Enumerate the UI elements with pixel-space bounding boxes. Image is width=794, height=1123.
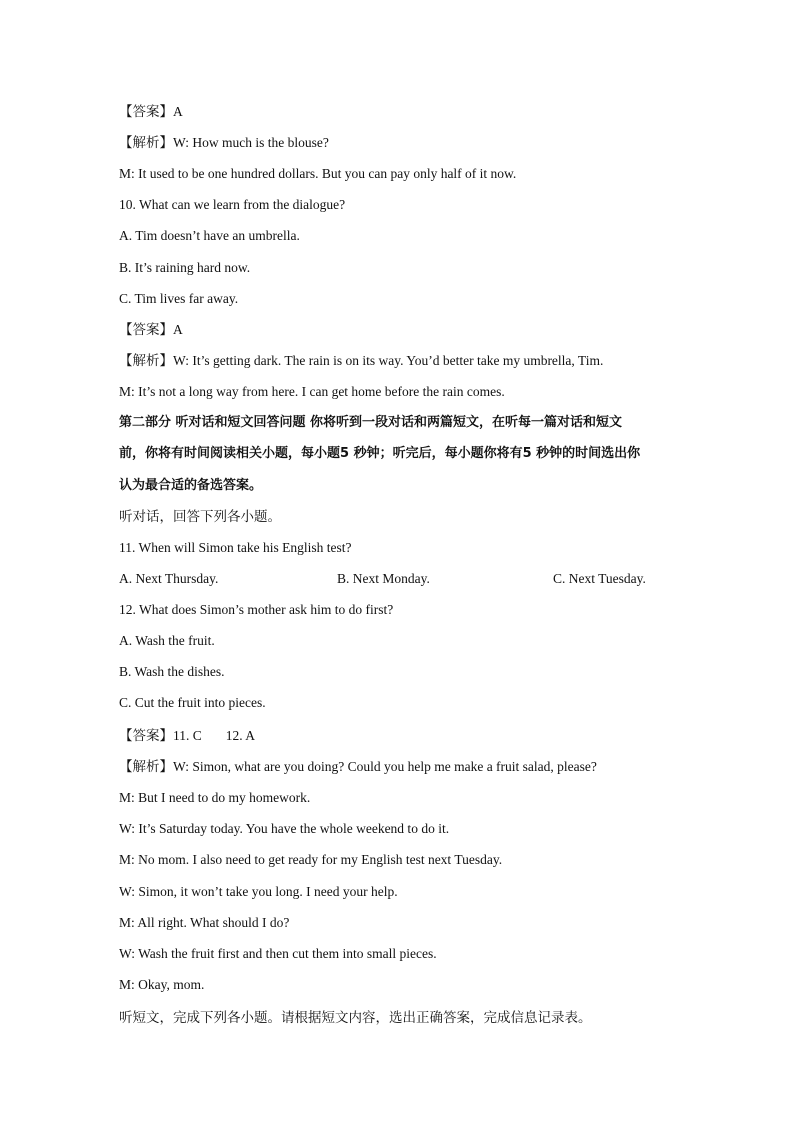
question-10: 10. What can we learn from the dialogue? (119, 197, 346, 212)
dialog-9-m: M: It used to be one hundred dollars. But you can pay only half of it now. (119, 166, 517, 181)
dialog-intro: 听对话，回答下列各小题。 (119, 509, 281, 524)
part2-instructions-line3: 认为最合适的备选答案。 (119, 478, 263, 493)
q10-option-a: A. Tim doesn’t have an umbrella. (119, 228, 300, 243)
answer-12: 12. A (225, 728, 256, 743)
part2-instructions-line2: 前，你将有时间阅读相关小题，每小题5 秒钟；听完后，每小题你将有5 秒钟的时间选出你 (119, 446, 641, 461)
answer-11-12 (119, 727, 255, 745)
dialogue-line-2: M: But I need to do my homework. (119, 790, 311, 805)
dialog-10-m: M: It’s not a long way from here. I can get home before the rain comes. (119, 384, 505, 399)
answer-9: 【答案】A (119, 104, 183, 119)
dialogue-line-8: M: Okay, mom. (119, 977, 205, 992)
analysis-9: 【解析】W: How much is the blouse? (119, 135, 329, 150)
dialogue-line-6: M: All right. What should I do? (119, 915, 290, 930)
q12-option-c: C. Cut the fruit into pieces. (119, 695, 266, 710)
dialogue-line-5: W: Simon, it won’t take you long. I need your help. (119, 884, 398, 899)
q10-option-c: C. Tim lives far away. (119, 291, 239, 306)
answer-10: 【答案】A (119, 322, 183, 337)
question-12: 12. What does Simon’s mother ask him to do first? (119, 602, 394, 617)
answer-11: 【答案】11. C (119, 728, 202, 743)
q10-option-b: B. It’s raining hard now. (119, 260, 251, 275)
q11-option-b: B. Next Monday. (337, 571, 430, 586)
passage-intro: 听短文，完成下列各小题。请根据短文内容，选出正确答案，完成信息记录表。 (119, 1010, 592, 1025)
q12-option-b: B. Wash the dishes. (119, 664, 225, 679)
q11-option-c: C. Next Tuesday. (553, 571, 646, 586)
dialogue-line-7: W: Wash the fruit first and then cut them into small pieces. (119, 946, 437, 961)
question-11: 11. When will Simon take his English test? (119, 540, 352, 555)
dialogue-line-4: M: No mom. I also need to get ready for my English test next Tuesday. (119, 852, 503, 867)
q11-option-a: A. Next Thursday. (119, 571, 219, 586)
dialogue-line-1: 【解析】W: Simon, what are you doing? Could you help me make a fruit salad, please? (119, 759, 597, 774)
q12-option-a: A. Wash the fruit. (119, 633, 215, 648)
dialogue-line-3: W: It’s Saturday today. You have the whole weekend to do it. (119, 821, 450, 836)
analysis-10: 【解析】W: It’s getting dark. The rain is on its way. You’d better take my umbrella, Tim. (119, 353, 604, 368)
part2-instructions-line1: 第二部分 听对话和短文回答问题 你将听到一段对话和两篇短文，在听每一篇对话和短文 (119, 415, 623, 430)
